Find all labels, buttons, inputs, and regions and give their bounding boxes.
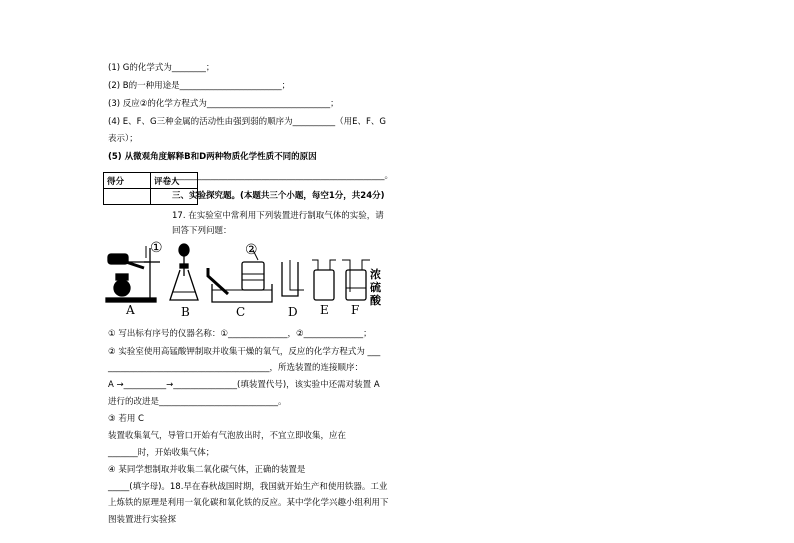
item-2-line2: ______________________________________，所选装置的连接顺序： (108, 363, 364, 373)
acid-label-3: 酸 (370, 294, 381, 307)
apparatus-d (282, 260, 304, 296)
apparatus-f (342, 260, 370, 300)
label-e: E (320, 303, 329, 317)
question-5-answer-blank: __________________________________________________。 (172, 171, 394, 181)
grader-header: 评卷人 (151, 173, 198, 189)
item-3-line3: _______时，开始收集气体； (108, 448, 215, 458)
question-4-line2: 表示）； (108, 134, 138, 144)
acid-label-2: 硫 (370, 281, 381, 294)
item-3-line2: 装置收集氧气，导管口开始有气泡放出时，不宜立即收集，应在 (108, 431, 347, 441)
item-1: ① 写出标有序号的仪器名称：①______________，②______________； (108, 329, 372, 339)
item-3-line1: ③ 若用 C (108, 414, 144, 424)
label-c: C (236, 305, 246, 319)
callout-2: ② (245, 242, 258, 258)
question-2: (2) B的一种用途是________________________； (108, 81, 291, 91)
question-17-line1: 17. 在实验室中常利用下列装置进行制取气体的实验，请 (172, 211, 384, 221)
item-4-line4: 图装置进行实验探 (108, 515, 177, 525)
question-4-line1: (4) E、F、G三种金属的活动性由强到弱的顺序为__________（用E、F、G (108, 117, 386, 127)
apparatus-e (312, 260, 336, 300)
section-3-heading: 三、实验探究题。(本题共三个小题，每空1分，共24分) (172, 191, 385, 201)
label-d: D (288, 305, 298, 319)
apparatus-c (208, 250, 272, 302)
question-1: (1) G的化学式为________； (108, 63, 215, 73)
score-header: 得分 (104, 173, 151, 189)
question-17-line2: 回答下列问题： (172, 226, 232, 236)
item-2-line3: A →__________→_______________(填装置代号)，该实验中还需对装置 A (108, 380, 380, 390)
callout-1: ① (150, 240, 163, 256)
label-b: B (181, 305, 190, 319)
question-3: (3) 反应②的化学方程式为_____________________________； (108, 99, 339, 109)
item-2-line1: ② 实验室使用高锰酸钾制取并收集干燥的氧气，反应的化学方程式为 ___ (108, 347, 381, 357)
item-4-line2: _____(填字母)。18.早在春秋战国时期，我国就开始生产和使用铁器。工业 (108, 482, 388, 492)
acid-label-1: 浓 (370, 268, 381, 281)
item-4-line3: 上炼铁的原理是利用一氧化碳和氧化铁的反应。某中学化学兴趣小组利用下 (108, 498, 389, 508)
apparatus-b (170, 244, 198, 300)
label-a: A (126, 303, 135, 317)
question-5: (5) 从微观角度解释B和D两种物质化学性质不同的原因 (108, 152, 317, 162)
score-cell (104, 189, 151, 205)
item-4-line1: ④ 某同学想制取并收集二氧化碳气体，正确的装置是 (108, 465, 306, 475)
label-f: F (351, 303, 360, 317)
item-2-line4: 进行的改进是____________________________。 (108, 397, 287, 407)
